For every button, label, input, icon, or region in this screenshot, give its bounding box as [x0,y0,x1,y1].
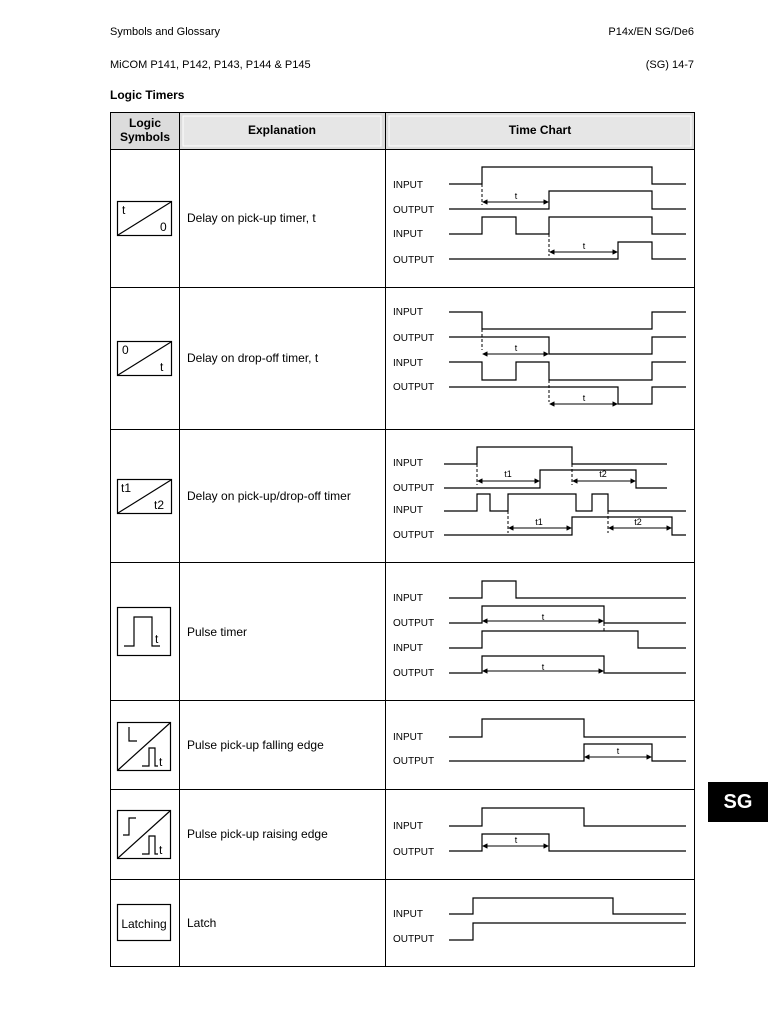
waveform-input [444,494,686,511]
timing-label-t2: t2 [599,469,607,479]
waveform-input [444,447,667,464]
row-explanation: Pulse pick-up falling edge [187,738,324,752]
waveform-input [449,312,686,329]
row-explanation: Pulse pick-up raising edge [187,827,328,841]
section-tab-sg: SG [708,782,768,822]
header-document-code: P14x/EN SG/De6 [608,26,694,38]
symbol-label: t1 [121,481,132,495]
waveform-input [449,719,686,737]
timing-label-t1: t1 [535,517,543,527]
signal-label-input: INPUT [393,593,423,604]
signal-label-output: OUTPUT [393,934,435,945]
waveform-output [449,923,686,940]
signal-label-output: OUTPUT [393,756,435,767]
signal-label-output: OUTPUT [393,205,435,216]
column-header-explanation: Explanation [247,123,317,137]
symbol-label: t [159,755,163,769]
symbol-label: t [122,203,126,217]
waveform-input [449,898,686,914]
waveform-output [444,517,686,535]
waveform-output [449,387,686,404]
waveform-output [449,191,686,209]
row-explanation: Delay on pick-up/drop-off timer [187,489,351,503]
signal-label-input: INPUT [393,505,423,516]
signal-label-output: OUTPUT [393,847,435,858]
symbol-label: Latching [121,917,167,931]
signal-label-input: INPUT [393,180,423,191]
waveform-input [449,167,686,184]
signal-label-input: INPUT [393,229,423,240]
signal-label-output: OUTPUT [393,668,435,679]
signal-label-output: OUTPUT [393,255,435,266]
header-product-models: MiCOM P141, P142, P143, P144 & P145 [110,59,311,71]
signal-label-output: OUTPUT [393,530,435,541]
waveform-input [449,362,686,380]
signal-label-output: OUTPUT [393,483,435,494]
signal-label-input: INPUT [393,307,423,318]
timing-label-t: t [514,191,518,201]
row-explanation: Delay on pick-up timer, t [187,211,316,225]
signal-label-input: INPUT [393,732,423,743]
waveform-output [449,656,686,673]
waveform-output [449,744,686,761]
timing-markers [477,184,608,632]
timing-label-t: t [514,343,518,353]
waveform-input [449,581,686,598]
waveform-output [449,242,686,259]
row-explanation: Latch [187,916,217,930]
column-header-symbols: Logic [129,116,161,130]
waveform-input [449,217,686,234]
column-header-symbols-2: Symbols [119,130,171,144]
symbol-label: t [160,360,164,374]
signal-label-input: INPUT [393,358,423,369]
column-header-time-chart: Time Chart [508,123,572,137]
symbol-label: t [155,632,159,646]
signal-label-output: OUTPUT [393,333,435,344]
row-explanation: Pulse timer [187,625,248,639]
signal-label-input: INPUT [393,643,423,654]
waveform-input [449,808,686,826]
symbol-label: t [159,843,163,857]
symbol-label: t2 [154,498,165,512]
symbol-label: 0 [122,343,129,357]
timing-label-t1: t1 [504,469,512,479]
signal-label-input: INPUT [393,458,423,469]
pulse-timer-symbol [118,608,171,656]
symbol-label: 0 [160,220,167,234]
waveform-output [449,337,686,354]
signal-label-output: OUTPUT [393,382,435,393]
pulse-falling-edge-symbol [118,723,171,771]
signal-label-input: INPUT [393,909,423,920]
signal-label-input: INPUT [393,821,423,832]
timing-label-t2: t2 [634,517,642,527]
section-title: Logic Timers [110,88,185,102]
header-document-section: Symbols and Glossary [110,26,221,38]
waveform-output [449,834,686,851]
header-page-number: (SG) 14-7 [645,59,694,71]
waveform-input [449,631,686,648]
timing-label-t: t [541,612,545,622]
timing-label-t: t [582,393,586,403]
waveform-output [449,606,686,623]
signal-label-output: OUTPUT [393,618,435,629]
pulse-raising-edge-symbol [118,811,171,859]
timing-label-t: t [541,662,545,672]
timing-label-t: t [582,241,586,251]
row-explanation: Delay on drop-off timer, t [187,351,319,365]
timing-label-t: t [616,746,620,756]
timing-label-t: t [514,835,518,845]
